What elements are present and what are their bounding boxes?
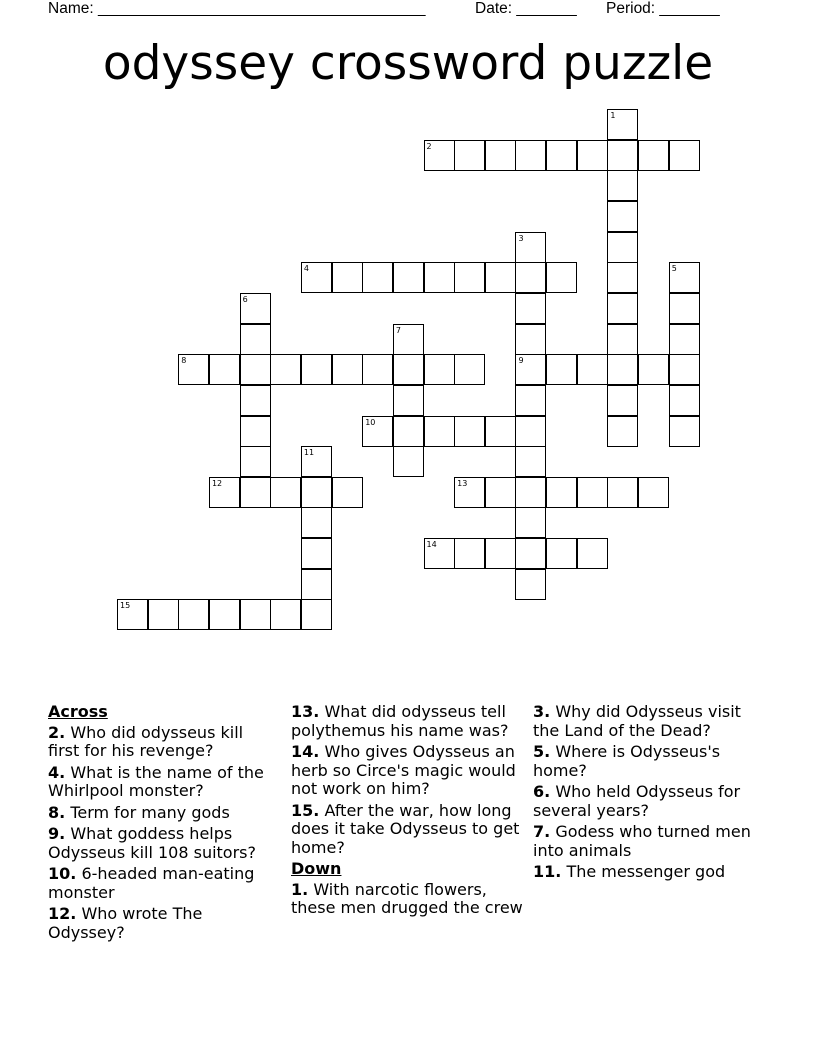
across-heading: Across xyxy=(48,702,108,721)
grid-cell[interactable] xyxy=(362,354,393,385)
clue-across-15: 15. After the war, how long does it take Odysseus to get home? xyxy=(291,800,520,857)
clue-down-6: 6. Who held Odysseus for several years? xyxy=(533,782,741,820)
grid-cell[interactable] xyxy=(515,477,546,508)
grid-cell[interactable] xyxy=(393,446,424,477)
clue-number-label: 9 xyxy=(518,356,524,366)
grid-cell[interactable] xyxy=(607,170,638,201)
clue-number-label: 14 xyxy=(426,540,437,550)
grid-cell[interactable] xyxy=(240,324,271,355)
grid-cell[interactable] xyxy=(607,477,638,508)
grid-cell[interactable] xyxy=(424,416,455,447)
grid-cell[interactable] xyxy=(240,477,271,508)
grid-cell[interactable] xyxy=(515,446,546,477)
grid-cell[interactable] xyxy=(515,293,546,324)
clue-down-5: 5. Where is Odysseus's home? xyxy=(533,742,721,780)
clue-number-label: 1 xyxy=(610,111,616,120)
clue-across-12: 12. Who wrote The Odyssey? xyxy=(48,904,203,942)
grid-cell[interactable] xyxy=(546,477,577,508)
grid-cell[interactable] xyxy=(546,354,577,385)
grid-cell[interactable] xyxy=(515,385,546,416)
clue-across-9: 9. What goddess helps Odysseus kill 108 suitors? xyxy=(48,824,256,862)
grid-cell[interactable] xyxy=(607,232,638,263)
grid-cell[interactable] xyxy=(607,385,638,416)
grid-cell[interactable] xyxy=(669,385,700,416)
grid-cell[interactable] xyxy=(301,354,332,385)
grid-cell[interactable] xyxy=(577,140,608,171)
grid-cell[interactable] xyxy=(240,385,271,416)
grid-cell[interactable] xyxy=(669,416,700,447)
clue-column-1 xyxy=(48,703,278,945)
grid-cell[interactable] xyxy=(424,354,455,385)
grid-cell[interactable] xyxy=(454,354,485,385)
grid-cell[interactable] xyxy=(301,599,332,630)
grid-cell[interactable] xyxy=(515,262,546,293)
clue-number-label: 10 xyxy=(365,417,376,427)
clue-across-13: 13. What did odysseus tell polythemus his name was? xyxy=(291,702,509,740)
page-title: odyssey crossword puzzle xyxy=(102,36,714,91)
grid-cell[interactable] xyxy=(332,262,363,293)
grid-cell[interactable] xyxy=(638,477,669,508)
grid-cell[interactable] xyxy=(301,507,332,538)
clue-column-2 xyxy=(291,703,527,921)
clue-number-label: 3 xyxy=(518,233,524,243)
clue-across-14: 14. Who gives Odysseus an herb so Circe's magic would not work on him? xyxy=(291,742,516,798)
grid-cell[interactable] xyxy=(546,538,577,569)
grid-cell[interactable] xyxy=(485,416,516,447)
grid-cell[interactable] xyxy=(669,140,700,171)
clue-number-label: 12 xyxy=(211,478,223,488)
grid-cell[interactable] xyxy=(454,140,485,171)
grid-cell[interactable] xyxy=(240,416,271,447)
grid-cell[interactable] xyxy=(424,262,455,293)
grid-cell[interactable] xyxy=(485,538,516,569)
grid-cell[interactable] xyxy=(240,446,271,477)
grid-cell[interactable] xyxy=(178,599,209,630)
clue-across-8: 8. Term for many gods xyxy=(48,802,230,822)
grid-cell[interactable] xyxy=(669,324,700,355)
grid-cell[interactable] xyxy=(515,569,546,600)
date-field[interactable]: Date: _______ xyxy=(475,0,577,17)
grid-cell[interactable] xyxy=(607,354,638,385)
grid-cell[interactable] xyxy=(546,140,577,171)
grid-cell[interactable] xyxy=(362,262,393,293)
clue-number-label: 7 xyxy=(395,325,401,335)
grid-cell[interactable] xyxy=(240,354,271,385)
clue-across-10: 10. 6-headed man-eating monster xyxy=(48,864,255,902)
name-field[interactable]: Name: ______________________________________ xyxy=(48,0,426,17)
grid-cell[interactable] xyxy=(270,354,301,385)
grid-cell[interactable] xyxy=(454,538,485,569)
grid-cell[interactable] xyxy=(607,262,638,293)
grid-cell[interactable] xyxy=(454,416,485,447)
grid-cell[interactable] xyxy=(607,201,638,232)
clue-down-1: 1. With narcotic flowers, these men drugged the crew xyxy=(291,879,523,917)
clue-across-2: 2. Who did odysseus kill first for his revenge? xyxy=(48,722,244,760)
grid-cell[interactable] xyxy=(332,477,363,508)
grid-cell[interactable] xyxy=(301,477,332,508)
down-heading: Down xyxy=(291,859,342,878)
clue-number-label: 13 xyxy=(457,478,468,488)
clue-down-7: 7. Godess who turned men into animals xyxy=(533,822,751,860)
clue-number-label: 4 xyxy=(303,264,309,274)
grid-cell[interactable] xyxy=(301,538,332,569)
period-field[interactable]: Period: _______ xyxy=(606,0,720,17)
grid-cell[interactable] xyxy=(270,599,301,630)
clue-down-3: 3. Why did Odysseus visit the Land of the Dead? xyxy=(533,702,741,740)
grid-cell[interactable] xyxy=(515,538,546,569)
grid-cell[interactable] xyxy=(485,262,516,293)
grid-cell[interactable] xyxy=(577,354,608,385)
clue-number-label: 8 xyxy=(181,356,187,366)
clue-down-11: 11. The messenger god xyxy=(533,862,726,881)
clue-across-4: 4. What is the name of the Whirlpool monster? xyxy=(48,762,264,800)
grid-cell[interactable] xyxy=(515,140,546,171)
grid-cell[interactable] xyxy=(607,293,638,324)
grid-cell[interactable] xyxy=(607,324,638,355)
grid-cell[interactable] xyxy=(209,599,240,630)
grid-cell[interactable] xyxy=(393,262,424,293)
grid-cell[interactable] xyxy=(148,599,179,630)
grid-cell[interactable] xyxy=(638,354,669,385)
grid-cell[interactable] xyxy=(301,569,332,600)
grid-cell[interactable] xyxy=(485,477,516,508)
grid-cell[interactable] xyxy=(332,354,363,385)
clue-number-label: 11 xyxy=(303,448,315,458)
grid-cell[interactable] xyxy=(546,262,577,293)
grid-cell[interactable] xyxy=(515,324,546,355)
grid-cell[interactable] xyxy=(270,477,301,508)
grid-cell[interactable] xyxy=(209,354,240,385)
clue-number-label: 2 xyxy=(426,141,432,151)
grid-cell[interactable] xyxy=(485,140,516,171)
grid-cell[interactable] xyxy=(454,262,485,293)
grid-cell[interactable] xyxy=(669,293,700,324)
grid-cell[interactable] xyxy=(515,416,546,447)
grid-cell[interactable] xyxy=(393,354,424,385)
grid-cell[interactable] xyxy=(577,538,608,569)
grid-cell[interactable] xyxy=(240,599,271,630)
grid-cell[interactable] xyxy=(393,385,424,416)
grid-cell[interactable] xyxy=(669,354,700,385)
grid-cell[interactable] xyxy=(515,507,546,538)
clue-column-3 xyxy=(533,703,763,885)
clue-number-label: 5 xyxy=(671,264,677,274)
grid-cell[interactable] xyxy=(638,140,669,171)
grid-cell[interactable] xyxy=(393,416,424,447)
grid-cell[interactable] xyxy=(577,477,608,508)
grid-cell[interactable] xyxy=(607,140,638,171)
clue-number-label: 6 xyxy=(242,294,248,304)
clue-number-label: 15 xyxy=(120,601,131,611)
grid-cell[interactable] xyxy=(607,416,638,447)
